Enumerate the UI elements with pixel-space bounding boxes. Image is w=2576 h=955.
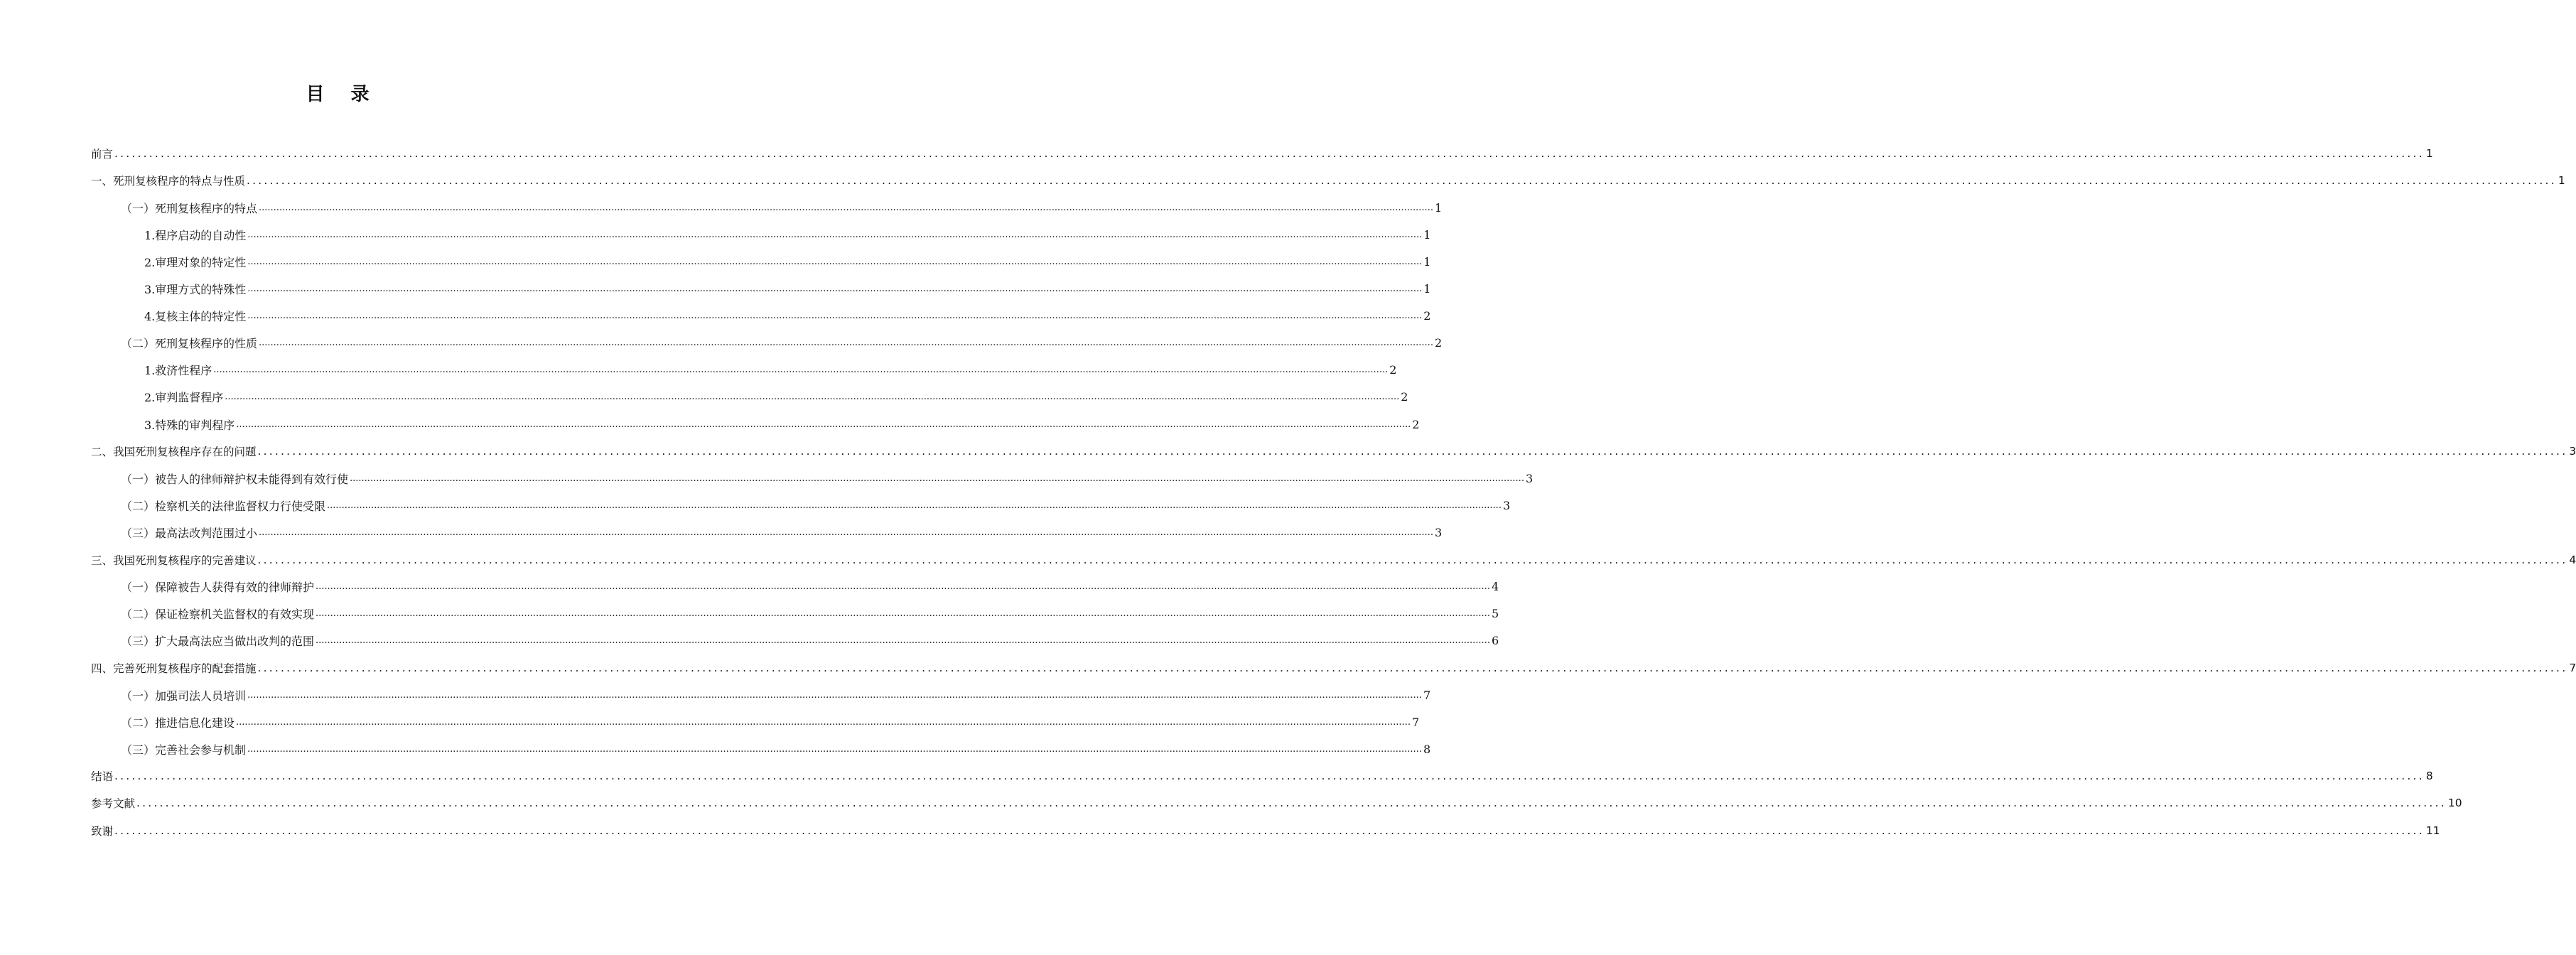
toc-entry[interactable] xyxy=(121,573,1499,600)
toc-entry-page-number: 5 xyxy=(1491,607,1499,621)
toc-entry-label: 3.审理方式的特殊性 xyxy=(144,283,247,296)
toc-entry-page-number: 2 xyxy=(1389,363,1397,377)
toc-entry[interactable] xyxy=(121,681,1431,708)
toc-dot-leader: ................................................................................................................................................................................................................................................................................................................................................................................................................ xyxy=(225,392,1400,403)
toc-entry-page-number: 2 xyxy=(1401,390,1408,404)
toc-entry[interactable] xyxy=(121,194,1443,221)
toc-entry-label: 1.程序启动的自动性 xyxy=(144,228,247,242)
toc-entry-label: 2.审判监督程序 xyxy=(144,391,224,405)
toc-entry-page-number: 7 xyxy=(2569,661,2576,674)
toc-entry-page-number: 3 xyxy=(1525,471,1534,485)
toc-entry[interactable] xyxy=(91,789,2462,816)
toc-entry[interactable] xyxy=(91,438,2576,465)
toc-entry[interactable] xyxy=(144,248,1431,275)
toc-dot-leader: ................................................................................................................................................................................................................................................................................................................................................................................................................ xyxy=(316,581,1490,593)
toc-entry-page-number: 8 xyxy=(1423,742,1431,756)
toc-entry-label: （三）最高法改判范围过小 xyxy=(121,526,258,540)
toc-entry[interactable] xyxy=(121,465,1534,492)
toc-entry-label: 1.救济性程序 xyxy=(144,364,212,378)
toc-entry[interactable] xyxy=(121,708,1420,735)
toc-entry-page-number: 2 xyxy=(1434,336,1443,350)
toc-entry-label: 结语 xyxy=(91,770,114,784)
toc-dot-leader: ................................................................................................................................................................................................................................................................................................................................................................................................................ xyxy=(327,500,1502,511)
toc-entry[interactable] xyxy=(144,221,1431,248)
toc-entry[interactable] xyxy=(144,276,1431,303)
toc-entry-page-number: 3 xyxy=(1434,525,1443,539)
toc-entry-label: （一）加强司法人员培训 xyxy=(121,689,247,703)
toc-entry-page-number: 7 xyxy=(1411,715,1420,729)
toc-dot-leader: ................................................................................................................................................................................................................................................................................................................................................................................................................ xyxy=(236,716,1411,728)
toc-entry-page-number: 8 xyxy=(2425,770,2433,783)
toc-entry-page-number: 6 xyxy=(1491,634,1499,648)
toc-entry-label: 四、完善死刑复核程序的配套措施 xyxy=(91,662,257,675)
toc-dot-leader: ................................................................................................................................................................................................................................................................................................................................................................................................................ xyxy=(114,147,2425,160)
toc-dot-leader: ................................................................................................................................................................................................................................................................................................................................................................................................................ xyxy=(350,473,1524,484)
toc-dot-leader: ................................................................................................................................................................................................................................................................................................................................................................................................................ xyxy=(114,770,2425,783)
toc-entry-page-number: 11 xyxy=(2425,824,2440,837)
toc-entry[interactable] xyxy=(121,492,1511,519)
toc-entry-label: （一）保障被告人获得有效的律师辩护 xyxy=(121,581,315,595)
toc-entry-label: 3.特殊的审判程序 xyxy=(144,418,235,432)
toc-entry-page-number: 2 xyxy=(1412,417,1420,431)
toc-entry[interactable] xyxy=(91,167,2565,194)
toc-dot-leader: ................................................................................................................................................................................................................................................................................................................................................................................................................ xyxy=(247,229,1423,240)
toc-dot-leader: ................................................................................................................................................................................................................................................................................................................................................................................................................ xyxy=(247,284,1423,294)
toc-dot-leader: ................................................................................................................................................................................................................................................................................................................................................................................................................ xyxy=(316,635,1490,647)
toc-entry[interactable] xyxy=(91,654,2576,681)
toc-entry[interactable] xyxy=(144,357,1397,384)
toc-entry-label: （二）推进信息化建设 xyxy=(121,716,235,730)
toc-entry[interactable] xyxy=(91,546,2576,573)
toc-entry-label: 前言 xyxy=(91,148,114,161)
toc-entry[interactable] xyxy=(121,519,1443,546)
toc-dot-leader: ................................................................................................................................................................................................................................................................................................................................................................................................................ xyxy=(247,311,1423,322)
toc-entry-page-number: 1 xyxy=(1434,200,1443,215)
toc-entry-label: （三）扩大最高法应当做出改判的范围 xyxy=(121,635,315,649)
toc-entry-label: 致谢 xyxy=(91,824,114,838)
toc-dot-leader: ................................................................................................................................................................................................................................................................................................................................................................................................................ xyxy=(257,661,2568,674)
toc-entry[interactable] xyxy=(144,411,1420,438)
toc-entry[interactable] xyxy=(121,627,1499,654)
toc-dot-leader: ................................................................................................................................................................................................................................................................................................................................................................................................................ xyxy=(114,824,2425,837)
toc-entry[interactable] xyxy=(91,140,2433,167)
toc-entry-page-number: 2 xyxy=(1423,309,1431,323)
toc-dot-leader: ................................................................................................................................................................................................................................................................................................................................................................................................................ xyxy=(259,202,1433,213)
toc-entry-label: 4.复核主体的特定性 xyxy=(144,310,247,324)
toc-entry-page-number: 1 xyxy=(2425,147,2433,160)
toc-entry[interactable] xyxy=(121,735,1431,762)
toc-entry[interactable] xyxy=(91,817,2440,844)
toc-entry[interactable] xyxy=(121,330,1443,357)
toc-entry-label: 三、我国死刑复核程序的完善建议 xyxy=(91,554,257,567)
toc-dot-leader: ................................................................................................................................................................................................................................................................................................................................................................................................................ xyxy=(257,553,2568,566)
toc-entry-label: 参考文献 xyxy=(91,797,136,811)
toc-entry-page-number: 1 xyxy=(1423,282,1431,296)
toc-dot-leader: ................................................................................................................................................................................................................................................................................................................................................................................................................ xyxy=(236,419,1411,430)
toc-entry-page-number: 1 xyxy=(2558,174,2565,188)
toc-entry-page-number: 3 xyxy=(1502,498,1511,512)
toc-entry-label: （二）死刑复核程序的性质 xyxy=(121,337,258,351)
toc-dot-leader: ................................................................................................................................................................................................................................................................................................................................................................................................................ xyxy=(247,689,1422,701)
toc-dot-leader: ................................................................................................................................................................................................................................................................................................................................................................................................................ xyxy=(247,743,1422,755)
toc-dot-leader: ................................................................................................................................................................................................................................................................................................................................................................................................................ xyxy=(259,338,1433,349)
toc-entry-page-number: 4 xyxy=(1491,580,1499,594)
toc-dot-leader: ................................................................................................................................................................................................................................................................................................................................................................................................................ xyxy=(259,527,1433,538)
page-title: 目 录 xyxy=(306,84,379,105)
toc-entry-page-number: 3 xyxy=(2569,445,2576,458)
toc-dot-leader: ................................................................................................................................................................................................................................................................................................................................................................................................................ xyxy=(247,256,1423,267)
toc-entry-page-number: 4 xyxy=(2569,553,2576,566)
toc-entry-label: （二）检察机关的法律监督权力行使受限 xyxy=(121,499,326,513)
toc-entry[interactable] xyxy=(144,384,1408,411)
toc-entry-label: 2.审理对象的特定性 xyxy=(144,255,247,269)
toc-entry-page-number: 1 xyxy=(1423,227,1431,242)
toc-entry[interactable] xyxy=(121,600,1499,627)
toc-dot-leader: ................................................................................................................................................................................................................................................................................................................................................................................................................ xyxy=(213,365,1389,376)
toc-entry-label: （二）保证检察机关监督权的有效实现 xyxy=(121,608,315,622)
toc-entry-label: 一、死刑复核程序的特点与性质 xyxy=(91,175,246,188)
toc-dot-leader: ................................................................................................................................................................................................................................................................................................................................................................................................................ xyxy=(247,174,2557,188)
toc-entry-label: （三）完善社会参与机制 xyxy=(121,743,247,757)
toc-entry[interactable] xyxy=(144,303,1431,330)
toc-dot-leader: ................................................................................................................................................................................................................................................................................................................................................................................................................ xyxy=(316,608,1490,620)
toc-entry-label: （一）被告人的律师辩护权未能得到有效行使 xyxy=(121,472,349,486)
toc-entry[interactable] xyxy=(91,762,2433,789)
toc-entry-page-number: 10 xyxy=(2447,797,2462,810)
toc-entry-page-number: 1 xyxy=(1423,254,1431,269)
toc-dot-leader: ................................................................................................................................................................................................................................................................................................................................................................................................................ xyxy=(257,445,2568,458)
toc-entry-label: （一）死刑复核程序的特点 xyxy=(121,201,258,215)
toc-dot-leader: ................................................................................................................................................................................................................................................................................................................................................................................................................ xyxy=(136,797,2447,810)
toc-entry-page-number: 7 xyxy=(1423,688,1431,702)
toc-entry-label: 二、我国死刑复核程序存在的问题 xyxy=(91,446,257,459)
